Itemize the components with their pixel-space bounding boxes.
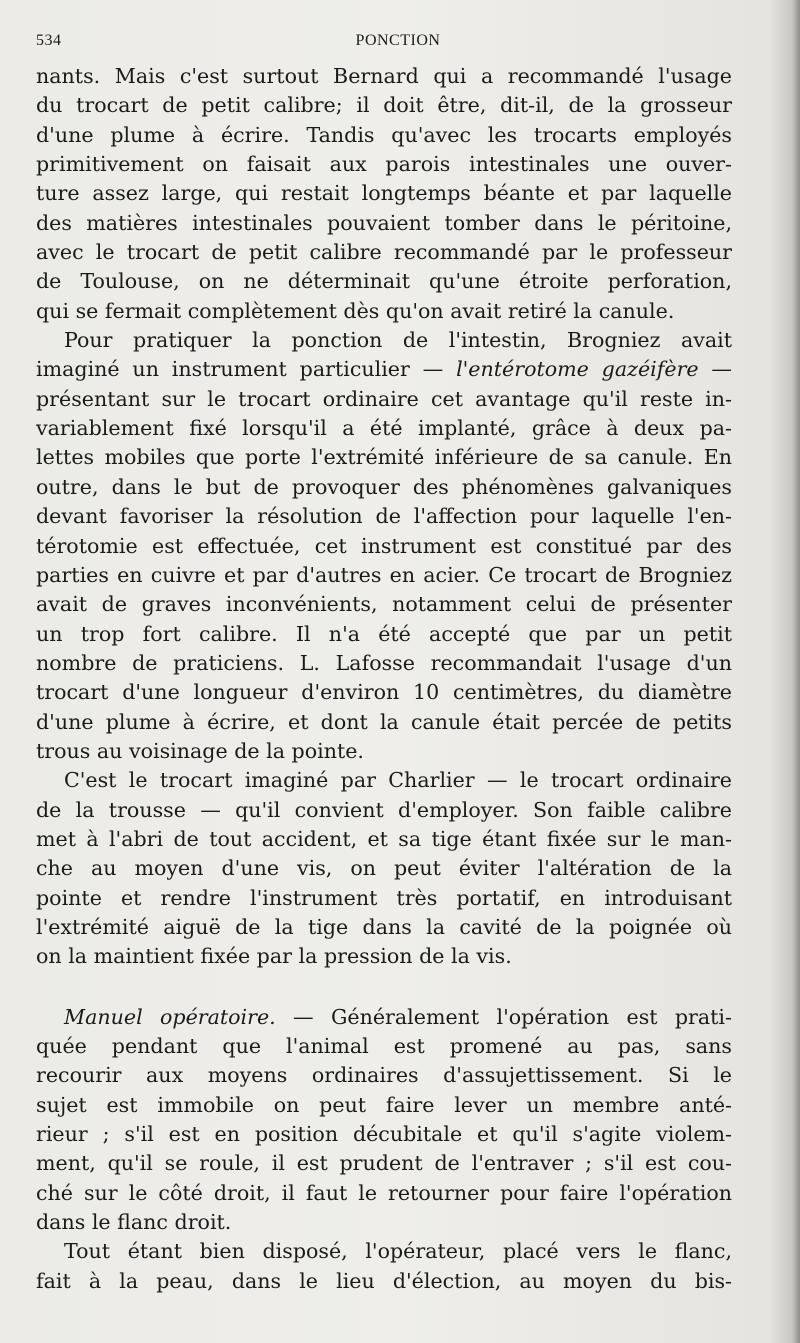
text-line: fait à la peau, dans le lieu d'élection, au moyen du bis- [36,1268,732,1293]
text-line: C'est le trocart imaginé par Charlier — le trocart ordinaire [64,768,732,793]
paragraph-3 [36,766,732,971]
text-run: — Généralement l'opération est prati- [275,1004,732,1029]
text-line: nants. Mais c'est surtout Bernard qui a recommandé l'usage [36,64,732,88]
text-line: trous au voisinage de la pointe. [36,738,364,763]
text-line: che au moyen d'une vis, on peut éviter l'altération de la [36,856,732,881]
paragraph-5 [36,1237,732,1296]
text-line: de la trousse — qu'il convient d'employer. Son faible calibre [36,797,732,822]
paragraph-1 [36,62,732,326]
text-line: Tout étant bien disposé, l'opérateur, placé vers le flanc, [64,1239,732,1264]
text-line: on la maintient fixée par la pression de la vis. [36,944,512,969]
text-line: outre, dans le but de provoquer des phénomènes galvaniques [36,474,732,499]
text-line: recourir aux moyens ordinaires d'assujettissement. Si le [36,1063,732,1088]
text-line: d'une plume à écrire, et dont la canule était percée de petits [36,709,732,734]
text-line: avait de graves inconvénients, notamment celui de présenter [36,592,732,617]
text-line: térotomie est effectuée, cet instrument est constitué par des [36,533,732,558]
text-line: sujet est immobile on peut faire lever un membre anté- [36,1092,732,1117]
text-line: de Toulouse, on ne déterminait qu'une étroite perforation, [36,269,732,294]
text-line: ché sur le côté droit, il faut le retourner pour faire l'opération [36,1180,732,1205]
paragraph-4 [36,1003,732,1238]
text-line: parties en cuivre et par d'autres en acier. Ce trocart de Brogniez [36,562,732,587]
section-heading: Manuel opératoire. [64,1004,276,1029]
running-head: PONCTION [355,32,441,49]
text-line: ture assez large, qui restait longtemps béante et par laquelle [36,181,732,206]
text-run: imaginé un instrument particulier — [36,357,457,382]
text-line-with-italic [36,355,732,384]
paragraph-2 [36,326,732,766]
text-run: — [698,357,732,382]
text-line: variablement fixé lorsqu'il a été implanté, grâce à deux pa- [36,416,732,441]
page-number: 534 [36,32,62,49]
page-header [36,32,760,56]
text-line: met à l'abri de tout accident, et sa tige étant fixée sur le man- [36,826,732,851]
text-line: avec le trocart de petit calibre recommandé par le professeur [36,240,732,265]
text-line: présentant sur le trocart ordinaire cet avantage qu'il reste in- [36,386,732,411]
text-line: primitivement on faisait aux parois intestinales une ouver- [36,152,732,177]
text-line: des matières intestinales pouvaient tomber dans le péritoine, [36,210,732,235]
section-gap [36,972,732,1003]
italic-term: l'entérotome gazéifère [456,357,699,382]
text-line: quée pendant que l'animal est promené au pas, sans [36,1034,732,1058]
text-line: trocart d'une longueur d'environ 10 centimètres, du diamètre [36,680,732,705]
text-line: Pour pratiquer la ponction de l'intestin, Brogniez avait [64,328,732,353]
text-line: du trocart de petit calibre; il doit être, dit-il, de la grosseur [36,93,732,118]
page-body [36,62,732,1296]
text-line: lettes mobiles que porte l'extrémité inférieure de sa canule. En [36,445,732,470]
text-line: devant favoriser la résolution de l'affection pour laquelle l'en- [36,504,732,529]
text-line: rieur ; s'il est en position décubitale et qu'il s'agite violem- [36,1122,732,1147]
text-line: dans le flanc droit. [36,1210,232,1235]
text-line: d'une plume à écrire. Tandis qu'avec les trocarts employés [36,122,732,147]
text-line: pointe et rendre l'instrument très portatif, en introduisant [36,885,732,910]
text-line-with-heading [36,1003,732,1032]
text-line: l'extrémité aiguë de la tige dans la cavité de la poignée où [36,914,732,939]
text-line: qui se fermait complètement dès qu'on avait retiré la canule. [36,298,675,323]
text-line: ment, qu'il se roule, il est prudent de l'entraver ; s'il est cou- [36,1151,732,1176]
text-line: un trop fort calibre. Il n'a été accepté que par un petit [36,621,732,646]
text-line: nombre de praticiens. L. Lafosse recommandait l'usage d'un [36,650,732,675]
